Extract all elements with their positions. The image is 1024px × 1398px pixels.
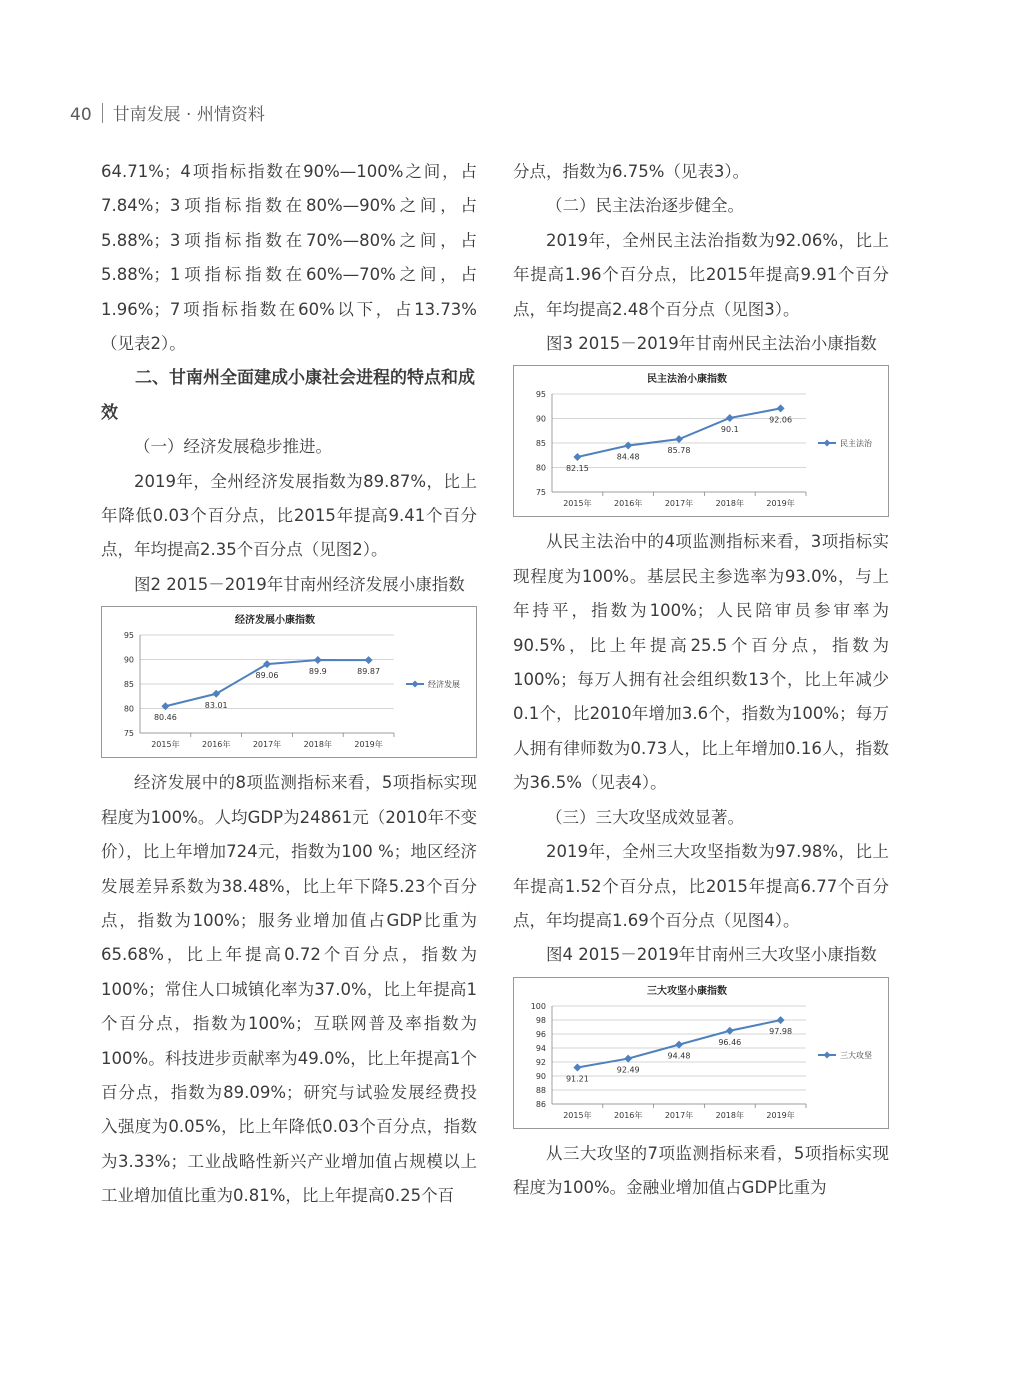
section-heading: 二、甘南州全面建成小康社会进程的特点和成效 xyxy=(101,368,475,423)
figure-caption: 图3 2015－2019年甘南州民主法治小康指数 xyxy=(546,334,877,354)
data-point xyxy=(365,656,373,664)
y-tick-label: 85 xyxy=(535,439,546,449)
subsection-heading: （二）民主法治逐步健全。 xyxy=(546,196,744,216)
data-point xyxy=(726,414,734,422)
x-tick-label: 2019年 xyxy=(766,1110,795,1120)
x-tick-label: 2015年 xyxy=(563,499,592,509)
data-label: 94.48 xyxy=(667,1051,691,1061)
data-label: 89.87 xyxy=(357,667,381,677)
data-label: 84.48 xyxy=(616,452,640,462)
chart-democracy-rule-of-law xyxy=(513,365,889,517)
chart-economic-development xyxy=(101,606,477,758)
data-label: 82.15 xyxy=(565,464,589,474)
legend-label: 经济发展 xyxy=(428,680,460,690)
data-label: 80.46 xyxy=(153,713,177,723)
data-label: 91.21 xyxy=(565,1074,589,1084)
data-label: 89.9 xyxy=(308,667,327,677)
y-tick-label: 80 xyxy=(123,704,134,714)
data-point xyxy=(777,405,785,413)
y-tick-label: 100 xyxy=(530,1001,546,1011)
data-label: 97.98 xyxy=(769,1026,793,1036)
data-label: 96.46 xyxy=(718,1037,742,1047)
data-point xyxy=(314,656,322,664)
y-tick-label: 95 xyxy=(123,631,134,641)
data-label: 92.49 xyxy=(616,1065,640,1075)
legend-marker xyxy=(824,440,831,447)
chart-three-major-battles xyxy=(513,977,889,1129)
data-point xyxy=(624,1054,632,1062)
subsection-heading: （一）经济发展稳步推进。 xyxy=(134,437,332,457)
y-tick-label: 85 xyxy=(123,680,134,690)
paragraph: 从三大攻坚的7项监测指标来看，5项指标实现程度为100%。金融业增加值占GDP比重为 xyxy=(513,1143,889,1198)
legend-marker xyxy=(824,1051,831,1058)
x-tick-label: 2017年 xyxy=(664,499,694,509)
chart-title: 经济发展小康指数 xyxy=(235,615,315,627)
x-tick-label: 2015年 xyxy=(151,740,180,750)
y-tick-label: 75 xyxy=(123,729,134,739)
subsection-heading: （三）三大攻坚成效显著。 xyxy=(546,807,744,827)
y-tick-label: 90 xyxy=(535,414,546,424)
y-tick-label: 98 xyxy=(535,1015,546,1025)
y-tick-label: 86 xyxy=(535,1099,546,1109)
page-number: 40 xyxy=(70,105,92,125)
y-tick-label: 95 xyxy=(535,390,546,400)
x-tick-label: 2017年 xyxy=(664,1110,694,1120)
y-tick-label: 92 xyxy=(535,1057,546,1067)
x-tick-label: 2018年 xyxy=(715,499,744,509)
data-label: 83.01 xyxy=(204,701,228,711)
paragraph: 2019年，全州三大攻坚指数为97.98%，比上年提高1.52个百分点，比2015年提高6.77个百分点，年均提高1.69个百分点（见图4）。 xyxy=(513,842,889,930)
y-tick-label: 88 xyxy=(535,1085,546,1095)
x-tick-label: 2017年 xyxy=(252,740,282,750)
chart-title: 民主法治小康指数 xyxy=(647,374,727,386)
paragraph: 2019年，全州经济发展指数为89.87%，比上年降低0.03个百分点，比2015年提高9.41个百分点，年均提高2.35个百分点（见图2）。 xyxy=(101,471,477,560)
data-point xyxy=(777,1016,785,1024)
chart-svg xyxy=(514,366,888,516)
header-divider xyxy=(102,103,103,123)
x-tick-label: 2015年 xyxy=(563,1110,592,1120)
x-tick-label: 2019年 xyxy=(354,740,383,750)
chart-title: 三大攻坚小康指数 xyxy=(647,985,727,997)
y-tick-label: 80 xyxy=(535,463,546,473)
data-point xyxy=(212,690,220,698)
page-header xyxy=(70,100,265,125)
data-point xyxy=(675,1040,683,1048)
paragraph: 分点，指数为6.75%（见表3）。 xyxy=(513,162,750,181)
x-tick-label: 2018年 xyxy=(715,1110,744,1120)
x-tick-label: 2016年 xyxy=(614,499,643,509)
paragraph: 经济发展中的8项监测指标来看，5项指标实现程度为100%。人均GDP为24861元（2010年不变价），比上年增加724元，指数为100 %；地区经济发展差异系数为38.48%，比上年下降5.23个百分点，指数为100%；服务业增加值占GDP比重为65.68%，比上年提高0.72个百分点，指数为100%；常住人口城镇化率为37.0%，比上年提高1个百分点，指数为100%；互联网普及率指数为100%。科技进步贡献率为49.0%，比上年提高1个百分点，指数为89.09%；研究与试验发展经费投入强度为0.05%，比上年降低0.03个百分点，指数为3.33%；工业战略性新兴产业增加值占规模以上工业增加值比重为0.81%，比上年提高0.25个百 xyxy=(101,773,477,1206)
chart-svg xyxy=(514,978,888,1128)
publication-title: 甘南发展 · 州情资料 xyxy=(112,105,265,125)
y-tick-label: 90 xyxy=(535,1071,546,1081)
data-label: 85.78 xyxy=(667,446,691,456)
y-tick-label: 75 xyxy=(535,488,546,498)
x-tick-label: 2018年 xyxy=(303,740,332,750)
data-label: 90.1 xyxy=(720,425,739,435)
chart-svg xyxy=(102,607,476,757)
y-tick-label: 96 xyxy=(535,1029,546,1039)
paragraph: 64.71%；4项指标指数在90%—100%之间，占7.84%；3项指标指数在80%—90%之间，占5.88%；3项指标指数在70%—80%之间，占5.88%；1项指标指数在60%—70%之间，占1.96%；7项指标指数在60%以下，占13.73%（见表2）。 xyxy=(101,162,477,354)
legend-marker xyxy=(412,681,419,688)
data-point xyxy=(161,703,169,711)
x-tick-label: 2019年 xyxy=(766,499,795,509)
x-tick-label: 2016年 xyxy=(202,740,231,750)
data-point xyxy=(675,436,683,444)
data-point xyxy=(726,1026,734,1034)
y-tick-label: 94 xyxy=(535,1043,546,1053)
paragraph: 从民主法治中的4项监测指标来看，3项指标实现程度为100%。基层民主参选率为93.0%，与上年持平，指数为100%；人民陪审员参审率为90.5%，比上年提高25.5个百分点，指数为100%；每万人拥有社会组织数13个，比上年减少0.1个，比2010年增加3.6个，指数为100%；每万人拥有律师数为0.73人，比上年增加0.16人，指数为36.5%（见表4）。 xyxy=(513,532,889,793)
data-point xyxy=(263,660,271,668)
paragraph: 2019年，全州民主法治指数为92.06%，比上年提高1.96个百分点，比2015年提高9.91个百分点，年均提高2.48个百分点（见图3）。 xyxy=(513,230,889,319)
left-column xyxy=(101,155,477,1214)
data-label: 92.06 xyxy=(769,415,793,425)
legend-label: 民主法治 xyxy=(840,439,872,449)
y-tick-label: 90 xyxy=(123,655,134,665)
figure-caption: 图2 2015－2019年甘南州经济发展小康指数 xyxy=(134,574,465,594)
figure-caption: 图4 2015－2019年甘南州三大攻坚小康指数 xyxy=(546,945,877,965)
legend-label: 三大攻坚 xyxy=(840,1050,872,1060)
data-point xyxy=(573,453,581,461)
right-column xyxy=(513,155,889,1206)
x-tick-label: 2016年 xyxy=(614,1110,643,1120)
data-label: 89.06 xyxy=(255,671,279,681)
data-point xyxy=(573,1063,581,1071)
